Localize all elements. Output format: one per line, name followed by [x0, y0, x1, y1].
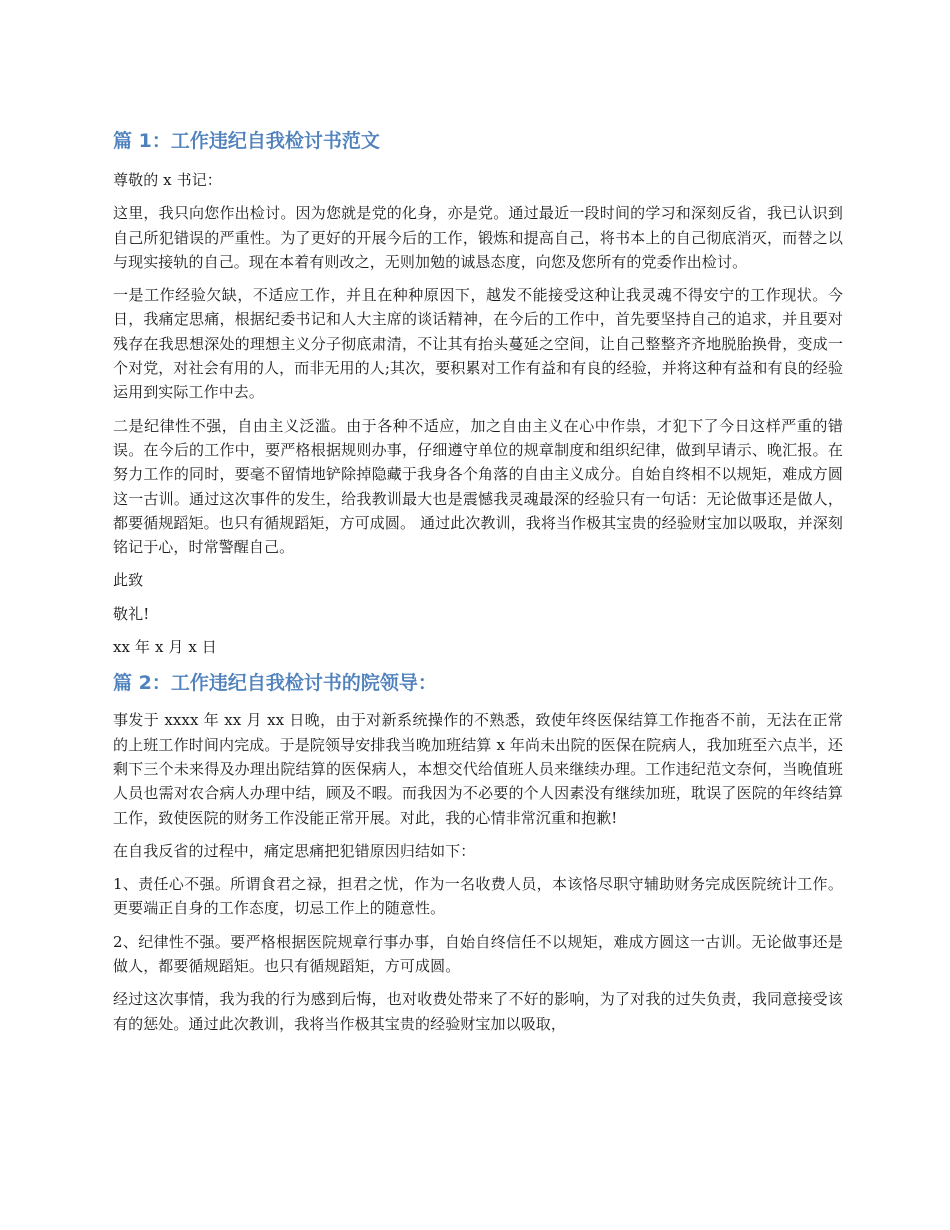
paragraph: 这里，我只向您作出检讨。因为您就是党的化身，亦是党。通过最近一段时间的学习和深刻反省，我已认识到自己所犯错误的严重性。为了更好的开展今后的工作，锻炼和提高自己，将书本上的自己彻底消灭，而替之以与现实接轨的自己。现在本着有则改之，无则加勉的诚恳态度，向您及您所有的党委作出检讨。 — [113, 204, 843, 271]
closing-line: 敬礼! — [113, 604, 150, 623]
paragraph: 一是工作经验欠缺，不适应工作，并且在种种原因下，越发不能接受这种让我灵魂不得安宁的工作现状。今日，我痛定思痛，根据纪委书记和人大主席的谈话精神，在今后的工作中，首先要坚持自己的追求，并且要对残存在我思想深处的理想主义分子彻底肃清，不让其有抬头蔓延之空间，让自己整整齐齐地脱胎换骨，变成一个对党，对社会有用的人，而非无用的人;其次，要积累对工作有益和有良的经验，并将这种有益和有良的经验运用到实际工作中去。 — [113, 286, 843, 402]
section-2-title: 篇 2：工作违纪自我检讨书的院领导： — [113, 672, 437, 695]
paragraph: 1、责任心不强。所谓食君之禄，担君之忧，作为一名收费人员，本该恪尽职守辅助财务完成医院统计工作。更要端正自身的工作态度，切忌工作上的随意性。 — [113, 875, 843, 918]
paragraph: 在自我反省的过程中，痛定思痛把犯错原因归结如下： — [113, 841, 476, 860]
paragraph: 2、纪律性不强。要严格根据医院规章行事办事，自始自终信任不以规矩，难成方圆这一古训。无论做事还是做人，都要循规蹈矩。也只有循规蹈矩，方可成圆。 — [113, 932, 843, 976]
date-line: xx 年 x 月 x 日 — [113, 638, 217, 657]
closing-line: 此致 — [113, 571, 144, 590]
paragraph: 经过这次事情，我为我的行为感到后悔，也对收费处带来了不好的影响，为了对我的过失负责，我同意接受该有的惩处。通过此次教训，我将当作极其宝贵的经验财宝加以吸取， — [113, 990, 843, 1033]
paragraph: 二是纪律性不强，自由主义泛滥。由于各种不适应，加之自由主义在心中作祟，才犯下了今日这样严重的错误。在今后的工作中，要严格根据规则办事，仔细遵守单位的规章制度和组织纪律，做到早请示、晚汇报。在努力工作的同时，要毫不留情地铲除掉隐藏于我身各个角落的自由主义成分。自始自终相不以规矩，难成方圆这一古训。通过这次事件的发生，给我教训最大也是震憾我灵魂最深的经验只有一句话：无论做事还是做人，都要循规蹈矩。也只有循规蹈矩，方可成圆。 通过此次教训，我将当作极其宝贵的经验财宝加以吸取，并深刻铭记于心，时常警醒自己。 — [113, 416, 843, 557]
paragraph: 事发于 xxxx 年 xx 月 xx 日晚，由于对新系统操作的不熟悉，致使年终医保结算工作拖沓不前，无法在正常的上班工作时间内完成。于是院领导安排我当晚加班结算 x 年尚未出院的医保在院病人，我加班至六点半，还剩下三个未来得及办理出院结算的医保病人，本想交代给值班人员来继续办理。工作违纪范文奈何，当晚值班人员也需对农合病人办理中结，顾及不暇。而我因为不必要的个人因素没有继续加班，耽误了医院的年终结算工作，致使医院的财务工作没能正常开展。对此，我的心情非常沉重和抱歉! — [113, 711, 843, 827]
salutation: 尊敬的 x 书记： — [113, 171, 222, 189]
document-page — [113, 126, 843, 1045]
section-1-title: 篇 1：工作违纪自我检讨书范文 — [113, 130, 380, 152]
